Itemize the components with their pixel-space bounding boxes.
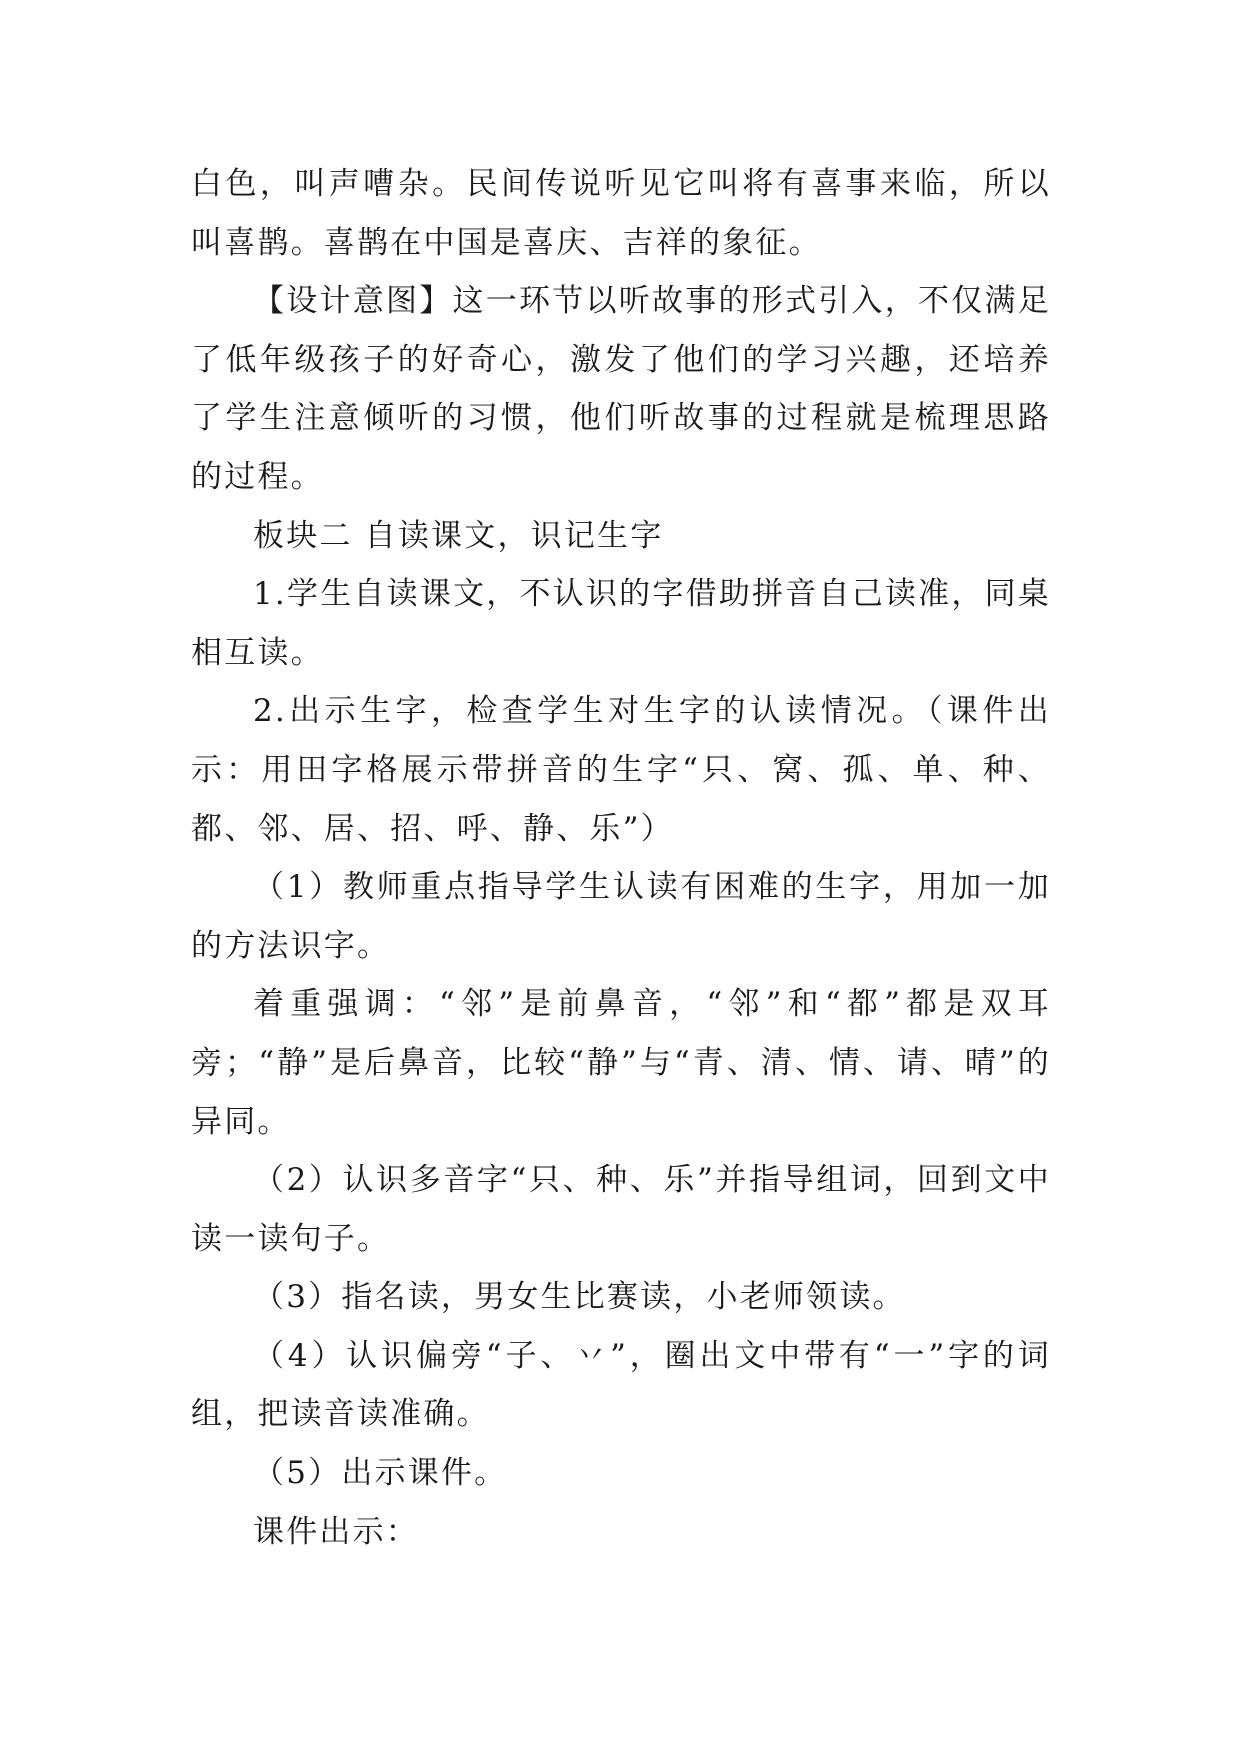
paragraph-step-1: 1.学生自读课文，不认识的字借助拼音自己读准，同桌相互读。 bbox=[191, 576, 1051, 671]
document-body bbox=[191, 155, 1051, 1561]
paragraph-substep-1: （1）教师重点指导学生认读有困难的生字，用加一加的方法识字。 bbox=[191, 869, 1051, 964]
paragraph-substep-4: （4）认识偏旁“子、丷”，圈出文中带有“一”字的词组，把读音读准确。 bbox=[191, 1337, 1051, 1433]
paragraph-substep-5: （5）出示课件。 bbox=[253, 1455, 508, 1492]
paragraph-emphasis: 着重强调：“邻”是前鼻音，“邻”和“都”都是双耳旁；“静”是后鼻音，比较“静”与“青、清、情、请、晴”的异同。 bbox=[191, 986, 1051, 1140]
paragraph-substep-3: （3）指名读，男女生比赛读，小老师领读。 bbox=[253, 1279, 906, 1316]
section-heading-block-two: 板块二 自读课文，识记生字 bbox=[253, 517, 664, 554]
paragraph-substep-2: （2）认识多音字“只、种、乐”并指导组词，回到文中读一读句子。 bbox=[191, 1162, 1051, 1257]
paragraph-courseware-label: 课件出示： bbox=[253, 1513, 419, 1550]
paragraph-step-2: 2.出示生字，检查学生对生字的认读情况。（课件出示：用田字格展示带拼音的生字“只、窝、孤、单、种、都、邻、居、招、呼、静、乐”） bbox=[191, 693, 1051, 847]
paragraph-magpie-description: 白色，叫声嘈杂。民间传说听见它叫将有喜事来临，所以叫喜鹊。喜鹊在中国是喜庆、吉祥的象征。 bbox=[191, 166, 1051, 261]
paragraph-design-intent: 【设计意图】这一环节以听故事的形式引入，不仅满足了低年级孩子的好奇心，激发了他们的学习兴趣，还培养了学生注意倾听的习惯，他们听故事的过程就是梳理思路的过程。 bbox=[191, 283, 1051, 495]
